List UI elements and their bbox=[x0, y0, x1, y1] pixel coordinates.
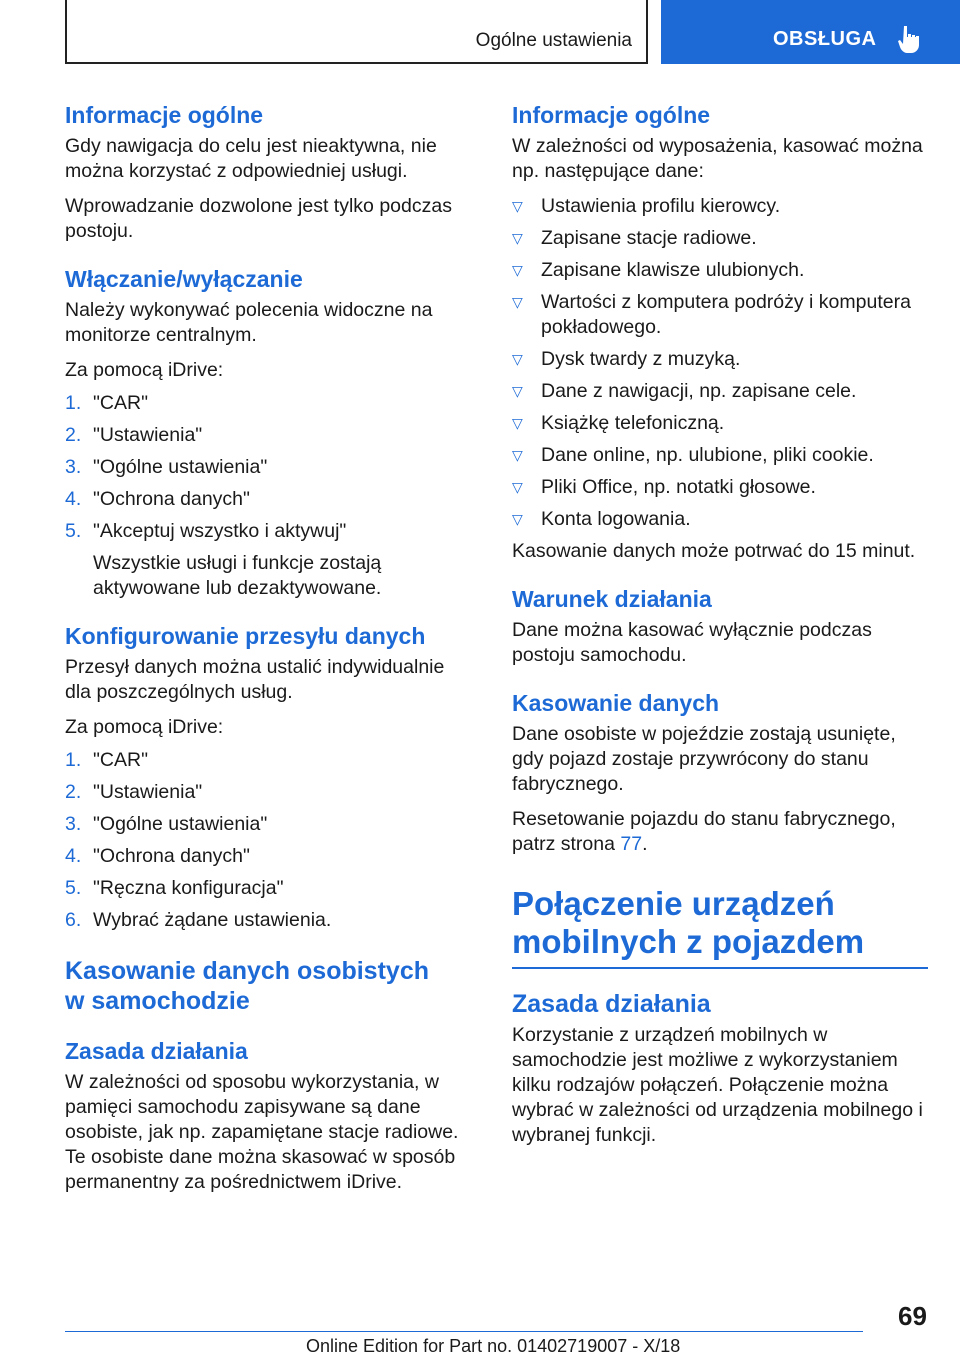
list-item bbox=[65, 908, 475, 933]
step-text: "CAR" bbox=[93, 749, 149, 771]
triangle-bullet-icon: ▽ bbox=[512, 351, 523, 367]
heading-line: w samochodzie bbox=[65, 987, 250, 1015]
step-text: "Ustawienia" bbox=[93, 781, 203, 803]
item-text: Zapisane stacje radiowe. bbox=[541, 227, 757, 249]
heading-delete-personal-data bbox=[65, 956, 475, 1016]
list-item bbox=[512, 194, 928, 219]
heading-data-transfer: Konfigurowanie przesyłu danych bbox=[65, 623, 426, 649]
step-text: "Ochrona danych" bbox=[93, 845, 250, 867]
step-number: 4. bbox=[65, 488, 82, 510]
item-text: Książkę telefoniczną. bbox=[541, 412, 725, 434]
chapter-tab-label: OBSŁUGA bbox=[773, 28, 877, 50]
item-text: Konta logowania. bbox=[541, 508, 691, 530]
list-item bbox=[65, 455, 475, 480]
heading-line: Kasowanie danych osobistych bbox=[65, 957, 429, 985]
step-text: "Ogólne ustawienia" bbox=[93, 813, 268, 835]
header-section-box bbox=[65, 0, 648, 64]
list-item bbox=[65, 748, 475, 773]
steps-list bbox=[65, 748, 475, 933]
triangle-bullet-icon: ▽ bbox=[512, 294, 523, 310]
list-item bbox=[512, 226, 928, 251]
step-number: 6. bbox=[65, 909, 82, 931]
heading-on-off: Włączanie/wyłączanie bbox=[65, 266, 303, 292]
list-item bbox=[512, 258, 928, 283]
heading-principle: Zasada działania bbox=[512, 990, 711, 1018]
paragraph: Wprowadzanie dozwolone jest tylko podczas postoju. bbox=[65, 195, 452, 242]
paragraph: Za pomocą iDrive: bbox=[65, 716, 224, 738]
paragraph: Dane osobiste w pojeździe zostają usunięte, gdy pojazd zostaje przywrócony do stanu fabrycznego. bbox=[512, 723, 896, 795]
triangle-bullet-icon: ▽ bbox=[512, 262, 523, 278]
right-column bbox=[512, 100, 928, 1148]
hand-pointer-icon bbox=[897, 24, 923, 54]
heading-delete-data: Kasowanie danych bbox=[512, 690, 720, 716]
triangle-bullet-icon: ▽ bbox=[512, 511, 523, 527]
triangle-bullet-icon: ▽ bbox=[512, 479, 523, 495]
item-text: Dane online, np. ulubione, pliki cookie. bbox=[541, 444, 874, 466]
step-number: 2. bbox=[65, 424, 82, 446]
step-number: 5. bbox=[65, 877, 82, 899]
reference-text: Resetowanie pojazdu do stanu fabrycznego, patrz strona bbox=[512, 808, 896, 855]
list-item bbox=[512, 475, 928, 500]
section-title: Ogólne ustawienia bbox=[475, 30, 632, 51]
item-text: Ustawienia profilu kierowcy. bbox=[541, 195, 781, 217]
step-number: 4. bbox=[65, 845, 82, 867]
list-item bbox=[65, 391, 475, 416]
edition-footer: Online Edition for Part no. 01402719007 - X/18 bbox=[306, 1336, 681, 1356]
list-item bbox=[512, 379, 928, 404]
step-number: 3. bbox=[65, 456, 82, 478]
item-text: Dysk twardy z muzyką. bbox=[541, 348, 741, 370]
paragraph: Przesył danych można ustalić indywidualnie dla poszczególnych usług. bbox=[65, 656, 445, 703]
step-text: "Akceptuj wszystko i aktywuj" bbox=[93, 520, 347, 542]
triangle-bullet-icon: ▽ bbox=[512, 383, 523, 399]
paragraph: Kasowanie danych może potrwać do 15 minut. bbox=[512, 540, 916, 562]
triangle-bullet-icon: ▽ bbox=[512, 230, 523, 246]
page-number: 69 bbox=[898, 1301, 927, 1331]
heading-general-info: Informacje ogólne bbox=[512, 102, 711, 128]
list-item bbox=[512, 290, 928, 340]
paragraph: Gdy nawigacja do celu jest nieaktywna, nie można korzystać z odpowiedniej usługi. bbox=[65, 135, 437, 182]
step-text: "Ochrona danych" bbox=[93, 488, 250, 510]
item-text: Wartości z komputera podróży i komputera pokładowego. bbox=[541, 291, 911, 338]
reference-end: . bbox=[642, 833, 648, 855]
item-text: Pliki Office, np. notatki głosowe. bbox=[541, 476, 816, 498]
step-text: Wybrać żądane ustawienia. bbox=[93, 909, 332, 931]
step-text: "CAR" bbox=[93, 392, 149, 414]
heading-operating-condition: Warunek działania bbox=[512, 586, 712, 612]
chapter-heading-mobile-devices bbox=[512, 885, 928, 961]
step-note: Wszystkie usługi i funkcje zostają aktywowane lub dezaktywowane. bbox=[93, 552, 382, 599]
item-text: Dane z nawigacji, np. zapisane cele. bbox=[541, 380, 857, 402]
heading-line: mobilnych z pojazdem bbox=[512, 923, 865, 960]
heading-general-info: Informacje ogólne bbox=[65, 102, 264, 128]
step-text: "Ręczna konfiguracja" bbox=[93, 877, 284, 899]
list-item bbox=[65, 876, 475, 901]
list-item bbox=[65, 780, 475, 805]
step-number: 5. bbox=[65, 520, 82, 542]
footer-divider bbox=[65, 1331, 863, 1332]
list-item bbox=[512, 411, 928, 436]
paragraph: Za pomocą iDrive: bbox=[65, 359, 224, 381]
list-item bbox=[512, 507, 928, 532]
list-item bbox=[512, 347, 928, 372]
paragraph: W zależności od wyposażenia, kasować można np. następujące dane: bbox=[512, 135, 923, 182]
triangle-bullet-icon: ▽ bbox=[512, 198, 523, 214]
step-number: 3. bbox=[65, 813, 82, 835]
triangle-bullet-icon: ▽ bbox=[512, 415, 523, 431]
list-item bbox=[65, 812, 475, 837]
paragraph: W zależności od sposobu wykorzystania, w pamięci samochodu zapisywane są dane osobiste, jak np. zapamiętane stacje radiowe. Te osobiste dane można skasować w sposób permanentny za pośrednictwem iDrive. bbox=[65, 1071, 459, 1193]
item-text: Zapisane klawisze ulubionych. bbox=[541, 259, 805, 281]
step-text: "Ogólne ustawienia" bbox=[93, 456, 268, 478]
steps-list bbox=[65, 391, 475, 544]
left-column bbox=[65, 100, 475, 1195]
heading-line: Połączenie urządzeń bbox=[512, 885, 835, 922]
paragraph: Należy wykonywać polecenia widoczne na monitorze centralnym. bbox=[65, 299, 433, 346]
page-reference-link[interactable]: 77 bbox=[620, 833, 643, 855]
paragraph bbox=[512, 807, 928, 857]
list-item bbox=[65, 487, 475, 512]
list-item bbox=[65, 423, 475, 448]
paragraph: Korzystanie z urządzeń mobilnych w samochodzie jest możliwe z wykorzystaniem kilku rodzajów połączeń. Połączenie można wybrać w zależności od urządzenia mobilnego i wybranej funkcji. bbox=[512, 1024, 923, 1146]
list-item bbox=[512, 443, 928, 468]
data-list bbox=[512, 194, 928, 532]
step-number: 2. bbox=[65, 781, 82, 803]
list-item bbox=[65, 519, 475, 544]
list-item bbox=[65, 844, 475, 869]
triangle-bullet-icon: ▽ bbox=[512, 447, 523, 463]
step-text: "Ustawienia" bbox=[93, 424, 203, 446]
chapter-tab bbox=[661, 0, 960, 64]
step-number: 1. bbox=[65, 392, 82, 414]
paragraph: Dane można kasować wyłącznie podczas postoju samochodu. bbox=[512, 619, 872, 666]
step-number: 1. bbox=[65, 749, 82, 771]
heading-principle: Zasada działania bbox=[65, 1038, 248, 1064]
